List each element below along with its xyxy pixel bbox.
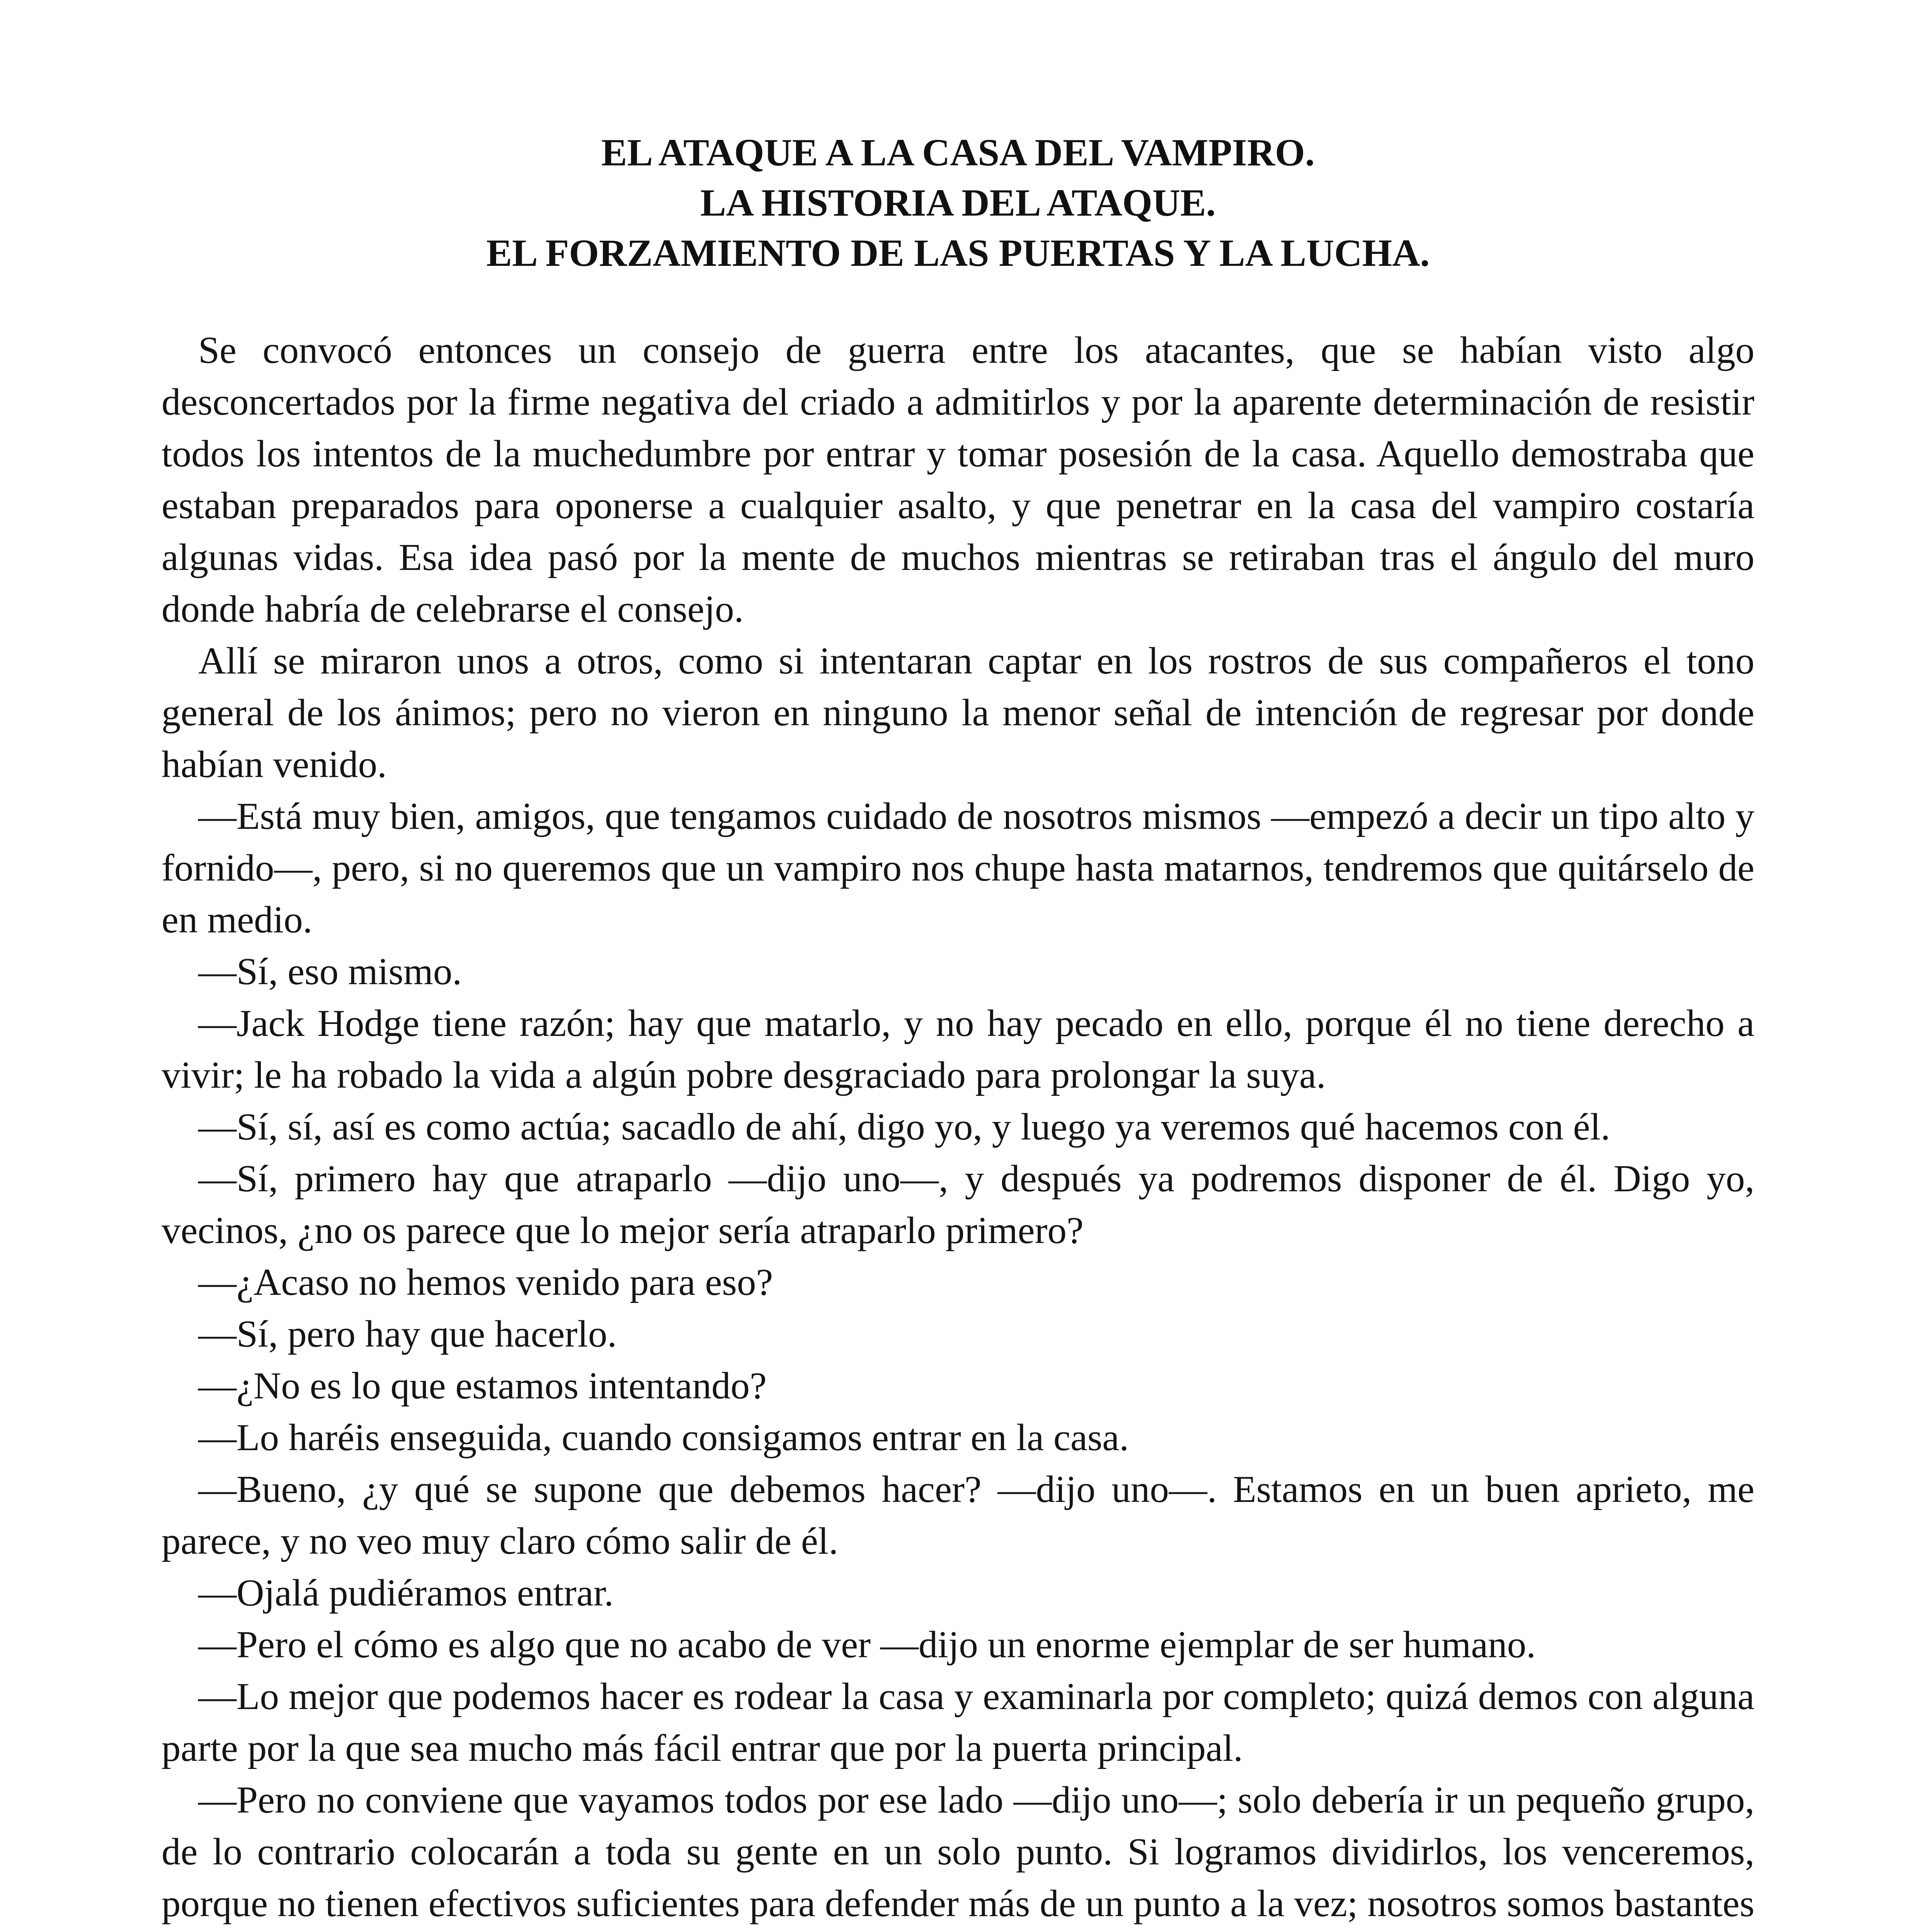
dialogue-line: —Lo mejor que podemos hacer es rodear la casa y examinarla por completo; quizá demos con alguna parte por la que sea mucho más fácil entrar que por la puerta principal. (162, 1675, 1754, 1769)
dialogue-line: —Pero el cómo es algo que no acabo de ver —dijo un enorme ejemplar de ser humano. (198, 1624, 1536, 1666)
story-text (162, 325, 1754, 1932)
dialogue-line: —Bueno, ¿y qué se supone que debemos hacer? —dijo uno—. Estamos en un buen aprieto, me parece, y no veo muy claro cómo salir de él. (162, 1468, 1754, 1562)
heading-line: LA HISTORIA DEL ATAQUE. (700, 181, 1216, 224)
dialogue-line: —Sí, eso mismo. (198, 951, 462, 993)
paragraph: Se convocó entonces un consejo de guerra entre los atacantes, que se habían visto algo desconcertados por la firme negativa del criado a admitirlos y por la aparente determinación de resistir todos los intentos de la muchedumbre por entrar y tomar posesión de la casa. Aquello demostraba que estaban preparados para oponerse a cualquier asalto, y que penetrar en la casa del vampiro costaría algunas vidas. Esa idea pasó por la mente de muchos mientras se retiraban tras el ángulo del muro donde habría de celebrarse el consejo. (162, 329, 1754, 630)
dialogue-line: —Jack Hodge tiene razón; hay que matarlo, y no hay pecado en ello, porque él no tiene derecho a vivir; le ha robado la vida a algún pobre desgraciado para prolongar la suya. (162, 1002, 1754, 1096)
dialogue-line: —¿No es lo que estamos intentando? (198, 1365, 767, 1407)
dialogue-line: —Sí, sí, así es como actúa; sacadlo de ahí, digo yo, y luego ya veremos qué hacemos con él. (198, 1106, 1610, 1148)
paragraph: Allí se miraron unos a otros, como si intentaran captar en los rostros de sus compañeros el tono general de los ánimos; pero no vieron en ninguno la menor señal de intención de regresar por donde habían venido. (162, 640, 1754, 786)
dialogue-line: —Lo haréis enseguida, cuando consigamos entrar en la casa. (198, 1417, 1129, 1459)
dialogue-line: —Sí, pero hay que hacerlo. (198, 1313, 617, 1355)
dialogue-line: —Está muy bien, amigos, que tengamos cuidado de nosotros mismos —empezó a decir un tipo alto y fornido—, pero, si no queremos que un vampiro nos chupe hasta matarnos, tendremos que quitárselo de en medio. (162, 795, 1754, 941)
dialogue-line: —Sí, primero hay que atraparlo —dijo uno—, y después ya podremos disponer de él. Digo yo, vecinos, ¿no os parece que lo mejor sería atraparlo primero? (162, 1158, 1754, 1252)
dialogue-line: —Ojalá pudiéramos entrar. (198, 1572, 614, 1614)
chapter-heading (155, 128, 1761, 278)
heading-line: EL FORZAMIENTO DE LAS PUERTAS Y LA LUCHA. (486, 231, 1430, 274)
dialogue-line: —¿Acaso no hemos venido para eso? (198, 1261, 773, 1303)
heading-line: EL ATAQUE A LA CASA DEL VAMPIRO. (601, 131, 1315, 174)
dialogue-line: —Pero no conviene que vayamos todos por ese lado —dijo uno—; solo debería ir un pequeño grupo, de lo contrario colocarán a toda su gente en un solo punto. Si logramos dividirlos, los venceremos, porque no tienen efectivos suficientes para defender más de un punto a la vez; nosotros somos bastantes (162, 1779, 1754, 1925)
